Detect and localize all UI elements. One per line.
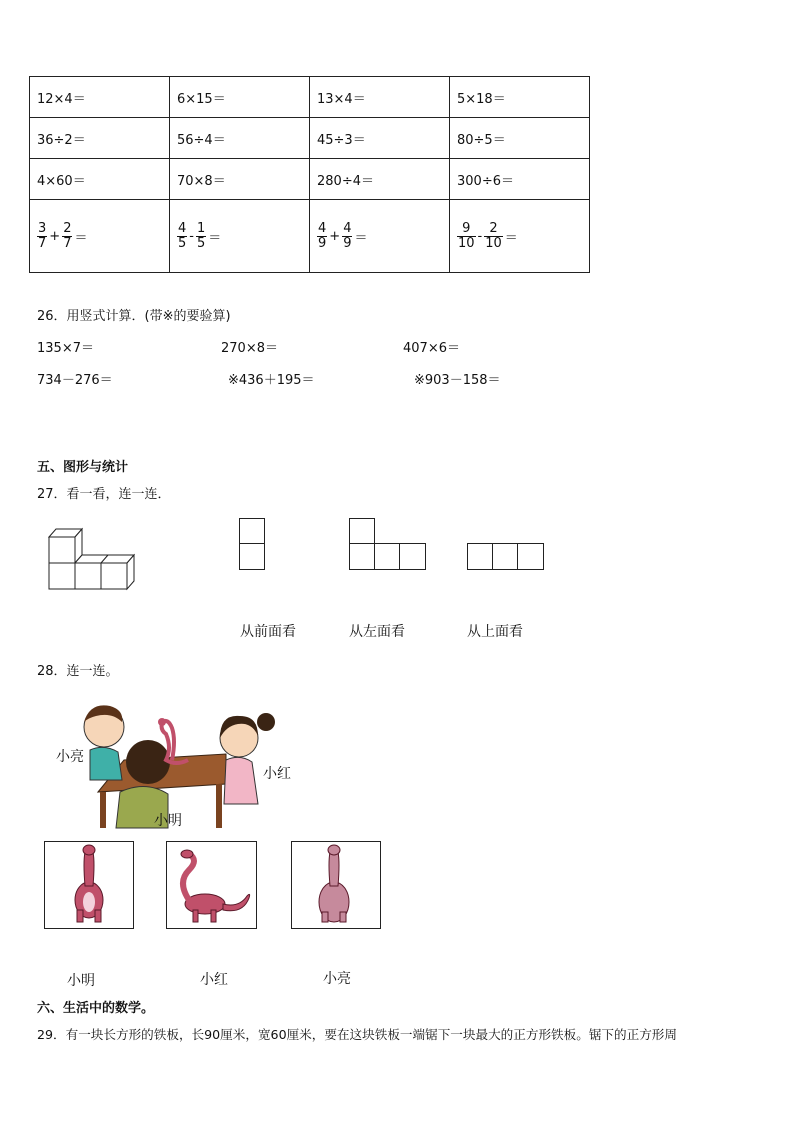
dinosaur-side-icon (167, 842, 256, 928)
view-square (492, 543, 518, 570)
fraction: $\frac{2}{7}$ (63, 221, 72, 251)
view-square (349, 543, 375, 570)
q26-item: ※436＋195＝ (228, 373, 315, 388)
view-square (399, 543, 426, 570)
q26-item: 135×7＝ (37, 341, 94, 356)
table-cell: 36÷2＝ (30, 118, 170, 159)
bottom-label: 小明 (67, 973, 95, 989)
fraction: $\frac{4}{5}$ (178, 221, 187, 251)
table-cell: 280÷4＝ (310, 159, 450, 200)
table-cell: 70×8＝ (170, 159, 310, 200)
calc-table (29, 76, 590, 273)
table-cell: 80÷5＝ (450, 118, 590, 159)
table-cell: 13×4＝ (310, 77, 450, 118)
view-label: 从前面看 (240, 624, 296, 640)
dino-view-box (166, 841, 257, 929)
fraction-cell: $\frac{4}{5}$ - $\frac{1}{5}$ ＝ (170, 200, 310, 273)
table-cell: 5×18＝ (450, 77, 590, 118)
dinosaur-front-icon (45, 842, 133, 928)
fraction: $\frac{9}{10}$ (458, 221, 475, 251)
fraction-cell: $\frac{4}{9}$ + $\frac{4}{9}$ ＝ (310, 200, 450, 273)
q28-title: 28．连一连。 (37, 664, 119, 679)
table-row-fractions (30, 200, 590, 273)
fraction: $\frac{2}{10}$ (485, 221, 502, 251)
name-label-left: 小亮 (56, 749, 84, 765)
table-cell: 300÷6＝ (450, 159, 590, 200)
dino-view-box (291, 841, 381, 929)
view-square (239, 543, 265, 570)
name-label-right: 小红 (263, 766, 291, 782)
fraction-cell: $\frac{9}{10}$ - $\frac{2}{10}$ ＝ (450, 200, 590, 273)
q26-item: 407×6＝ (403, 341, 460, 356)
section-6-heading: 六、生活中的数学。 (37, 1001, 155, 1016)
view-square (374, 543, 400, 570)
name-label-front: 小明 (154, 813, 182, 829)
table-row (30, 159, 590, 200)
dino-view-box (44, 841, 134, 929)
fraction: $\frac{4}{9}$ (318, 221, 327, 251)
table-cell: 6×15＝ (170, 77, 310, 118)
view-label: 从左面看 (349, 624, 405, 640)
view-square (349, 518, 375, 544)
bottom-label: 小红 (200, 972, 228, 988)
section-5-heading: 五、图形与统计 (37, 460, 129, 475)
table-cell: 56÷4＝ (170, 118, 310, 159)
fraction: $\frac{4}{9}$ (343, 221, 352, 251)
bottom-label: 小亮 (323, 971, 351, 987)
dinosaur-back-icon (292, 842, 380, 928)
cube-figure (46, 522, 138, 592)
q26-item: 734－276＝ (37, 373, 113, 388)
view-square (467, 543, 493, 570)
view-label: 从上面看 (467, 624, 523, 640)
table-cell: 4×60＝ (30, 159, 170, 200)
table-row (30, 118, 590, 159)
q26-item: ※903－158＝ (414, 373, 501, 388)
fraction: $\frac{3}{7}$ (38, 221, 47, 251)
view-square (517, 543, 544, 570)
table-cell: 12×4＝ (30, 77, 170, 118)
table-row (30, 77, 590, 118)
q26-item: 270×8＝ (221, 341, 278, 356)
view-square (239, 518, 265, 544)
fraction: $\frac{1}{5}$ (196, 221, 206, 251)
q27-title: 27．看一看，连一连． (37, 487, 171, 502)
table-cell: 45÷3＝ (310, 118, 450, 159)
q29-text: 29．有一块长方形的铁板，长90厘米，宽60厘米，要在这块铁板一端锯下一块最大的正方形铁板。锯下的正方形周 (37, 1027, 677, 1042)
fraction-cell: $\frac{3}{7}$ + $\frac{2}{7}$ ＝ (30, 200, 170, 273)
q26-title: 26．用竖式计算．(带※的要验算) (37, 309, 231, 324)
